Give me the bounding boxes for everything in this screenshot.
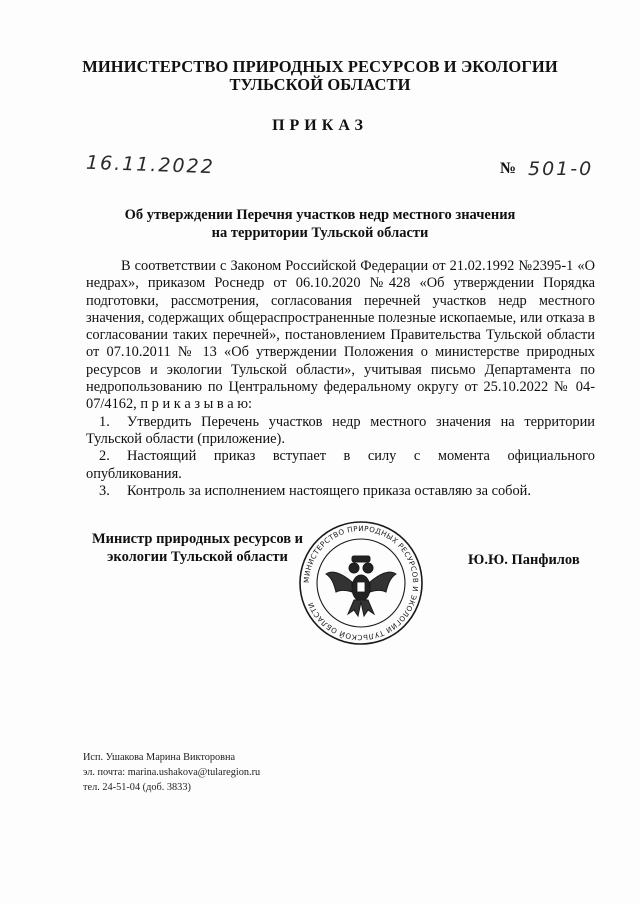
signatory-title-line1: Министр природных ресурсов и xyxy=(91,531,304,547)
signatory-title-line2: экологии Тульской области xyxy=(107,549,288,565)
ministry-heading-line2: ТУЛЬСКОЙ ОБЛАСТИ xyxy=(229,75,411,94)
order-item-number: 2. xyxy=(99,448,110,465)
order-number-label: № xyxy=(500,160,517,177)
order-subject xyxy=(0,206,640,242)
seal-text: МИНИСТЕРСТВО ПРИРОДНЫХ РЕСУРСОВ И ЭКОЛОГИИ ТУЛЬСКОЙ ОБЛАСТИ xyxy=(301,523,421,643)
document-type: ПРИКАЗ xyxy=(272,117,368,134)
eagle-emblem-icon xyxy=(326,556,396,616)
order-subject-line1: Об утверждении Перечня участков недр местного значения xyxy=(124,207,516,223)
signatory-name: Ю.Ю. Панфилов xyxy=(468,552,580,568)
order-item xyxy=(86,483,595,500)
order-item-text: Настоящий приказ вступает в силу с момента официального опубликования. xyxy=(86,448,595,482)
order-item xyxy=(86,414,595,449)
order-date: 16.11.2022 xyxy=(85,151,216,179)
order-items-list xyxy=(86,414,595,500)
executor-name: Исп. Ушакова Марина Викторовна xyxy=(83,752,236,763)
executor-phone: тел. 24-51-04 (доб. 3833) xyxy=(83,782,191,793)
executor-info xyxy=(83,750,260,795)
ministry-heading xyxy=(0,58,640,94)
order-number: 501-0 xyxy=(528,158,594,180)
order-item-text: Утвердить Перечень участков недр местного значения на территории Тульской области (приложение). xyxy=(86,413,595,447)
order-item-text: Контроль за исполнением настоящего приказа оставляю за собой. xyxy=(127,482,531,499)
ministry-heading-line1: МИНИСТЕРСТВО ПРИРОДНЫХ РЕСУРСОВ И ЭКОЛОГИИ xyxy=(82,57,558,76)
order-subject-line2: на территории Тульской области xyxy=(211,225,429,241)
official-seal-icon xyxy=(296,518,426,648)
order-body xyxy=(86,258,595,500)
order-item-number: 3. xyxy=(99,482,110,499)
order-item xyxy=(86,448,595,483)
executor-email: эл. почта: marina.ushakova@tularegion.ru xyxy=(83,767,261,778)
order-item-number: 1. xyxy=(99,413,110,430)
order-preamble: В соответствии с Законом Российской Федерации от 21.02.1992 №2395-1 «О недрах», приказом Роснедр от 06.10.2020 №428 «Об утверждении Порядка подготовки, рассмотрения, согласования перечней участков недр местного значения, содержащих общераспространенные полезные ископаемые, или отказа в согласовании таких перечней», постановлением Правительства Тульской области от 07.10.2011 № 13 «Об утверждении Положения о министерстве природных ресурсов и экологии Тульской области», учитывая письмо Департамента по недропользованию по Центральному федеральному округу от 25.10.2022 № 04-07/4162, п р и к а з ы в а ю: xyxy=(86,258,595,413)
signatory-title xyxy=(85,530,310,566)
